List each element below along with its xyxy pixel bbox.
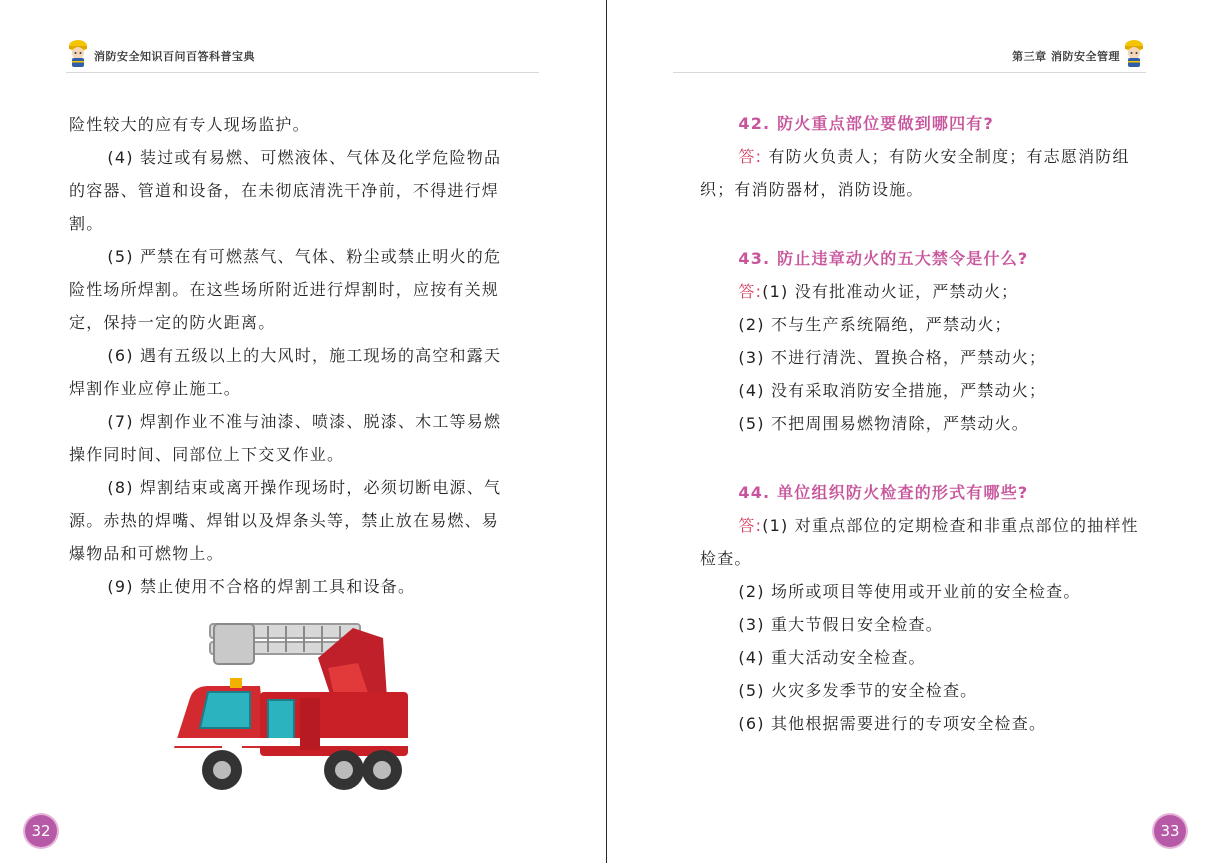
question-42: 42. 防火重点部位要做到哪四有? xyxy=(738,114,994,133)
list-item: (3) 不进行清洗、置换合格，严禁动火； xyxy=(738,348,1047,367)
paragraph: (8) 焊割结束或离开操作现场时，必须切断电源、气源。赤热的焊嘴、焊钳以及焊条头等，禁止放在易燃、易爆物品和可燃物上。 xyxy=(69,478,502,563)
spacer xyxy=(700,440,1146,476)
paragraph: (9) 禁止使用不合格的焊割工具和设备。 xyxy=(107,577,416,596)
list-item: (6) 其他根据需要进行的专项安全检查。 xyxy=(738,714,1047,733)
answer-44-item xyxy=(700,509,1146,575)
page-number-badge: 33 xyxy=(1154,815,1186,847)
list-item: (3) 重大节假日安全检查。 xyxy=(738,615,943,634)
spacer xyxy=(700,206,1146,242)
answer-label: 答: xyxy=(738,282,763,301)
left-header xyxy=(66,38,539,73)
paragraph: (6) 遇有五级以上的大风时，施工现场的高空和露天焊割作业应停止施工。 xyxy=(69,346,502,398)
page-number-badge: 32 xyxy=(25,815,57,847)
question-44: 44. 单位组织防火检查的形式有哪些? xyxy=(738,483,1029,502)
answer-43-item xyxy=(700,275,1146,308)
answer-label: 答: xyxy=(738,147,763,166)
answer-42 xyxy=(700,140,1146,206)
left-page xyxy=(0,0,606,863)
paragraph: 险性较大的应有专人现场监护。 xyxy=(69,115,310,134)
firefighter-mascot-icon xyxy=(1122,38,1146,68)
right-body xyxy=(700,107,1146,740)
firefighter-mascot-icon xyxy=(66,38,90,68)
right-header xyxy=(673,38,1146,73)
question-43: 43. 防止违章动火的五大禁令是什么? xyxy=(738,249,1029,268)
list-item: (5) 不把周围易燃物清除，严禁动火。 xyxy=(738,414,1029,433)
paragraph: (4) 装过或有易燃、可燃液体、气体及化学危险物品的容器、管道和设备，在未彻底清洗干净前，不得进行焊割。 xyxy=(69,148,502,233)
right-header-title: 第三章 消防安全管理 xyxy=(1012,50,1120,63)
list-item: (4) 没有采取消防安全措施，严禁动火； xyxy=(738,381,1047,400)
list-item: (5) 火灾多发季节的安全检查。 xyxy=(738,681,978,700)
left-header-title: 消防安全知识百问百答科普宝典 xyxy=(94,50,255,63)
list-item: (4) 重大活动安全检查。 xyxy=(738,648,926,667)
list-item: (1) 没有批准动火证，严禁动火； xyxy=(762,282,1019,301)
paragraph: (7) 焊割作业不准与油漆、喷漆、脱漆、木工等易燃操作同时间、同部位上下交叉作业。 xyxy=(69,412,502,464)
paragraph: (5) 严禁在有可燃蒸气、气体、粉尘或禁止明火的危险性场所焊割。在这些场所附近进行焊割时，应按有关规定，保持一定的防火距离。 xyxy=(69,247,502,332)
left-body xyxy=(69,108,513,603)
fire-truck-illustration xyxy=(168,618,414,796)
list-item: (1) 对重点部位的定期检查和非重点部位的抽样性检查。 xyxy=(700,516,1139,568)
answer-label: 答: xyxy=(738,516,763,535)
right-page xyxy=(607,0,1215,863)
list-item: (2) 场所或项目等使用或开业前的安全检查。 xyxy=(738,582,1081,601)
answer-text: 有防火负责人；有防火安全制度；有志愿消防组织；有消防器材，消防设施。 xyxy=(700,147,1130,199)
list-item: (2) 不与生产系统隔绝，严禁动火； xyxy=(738,315,1012,334)
